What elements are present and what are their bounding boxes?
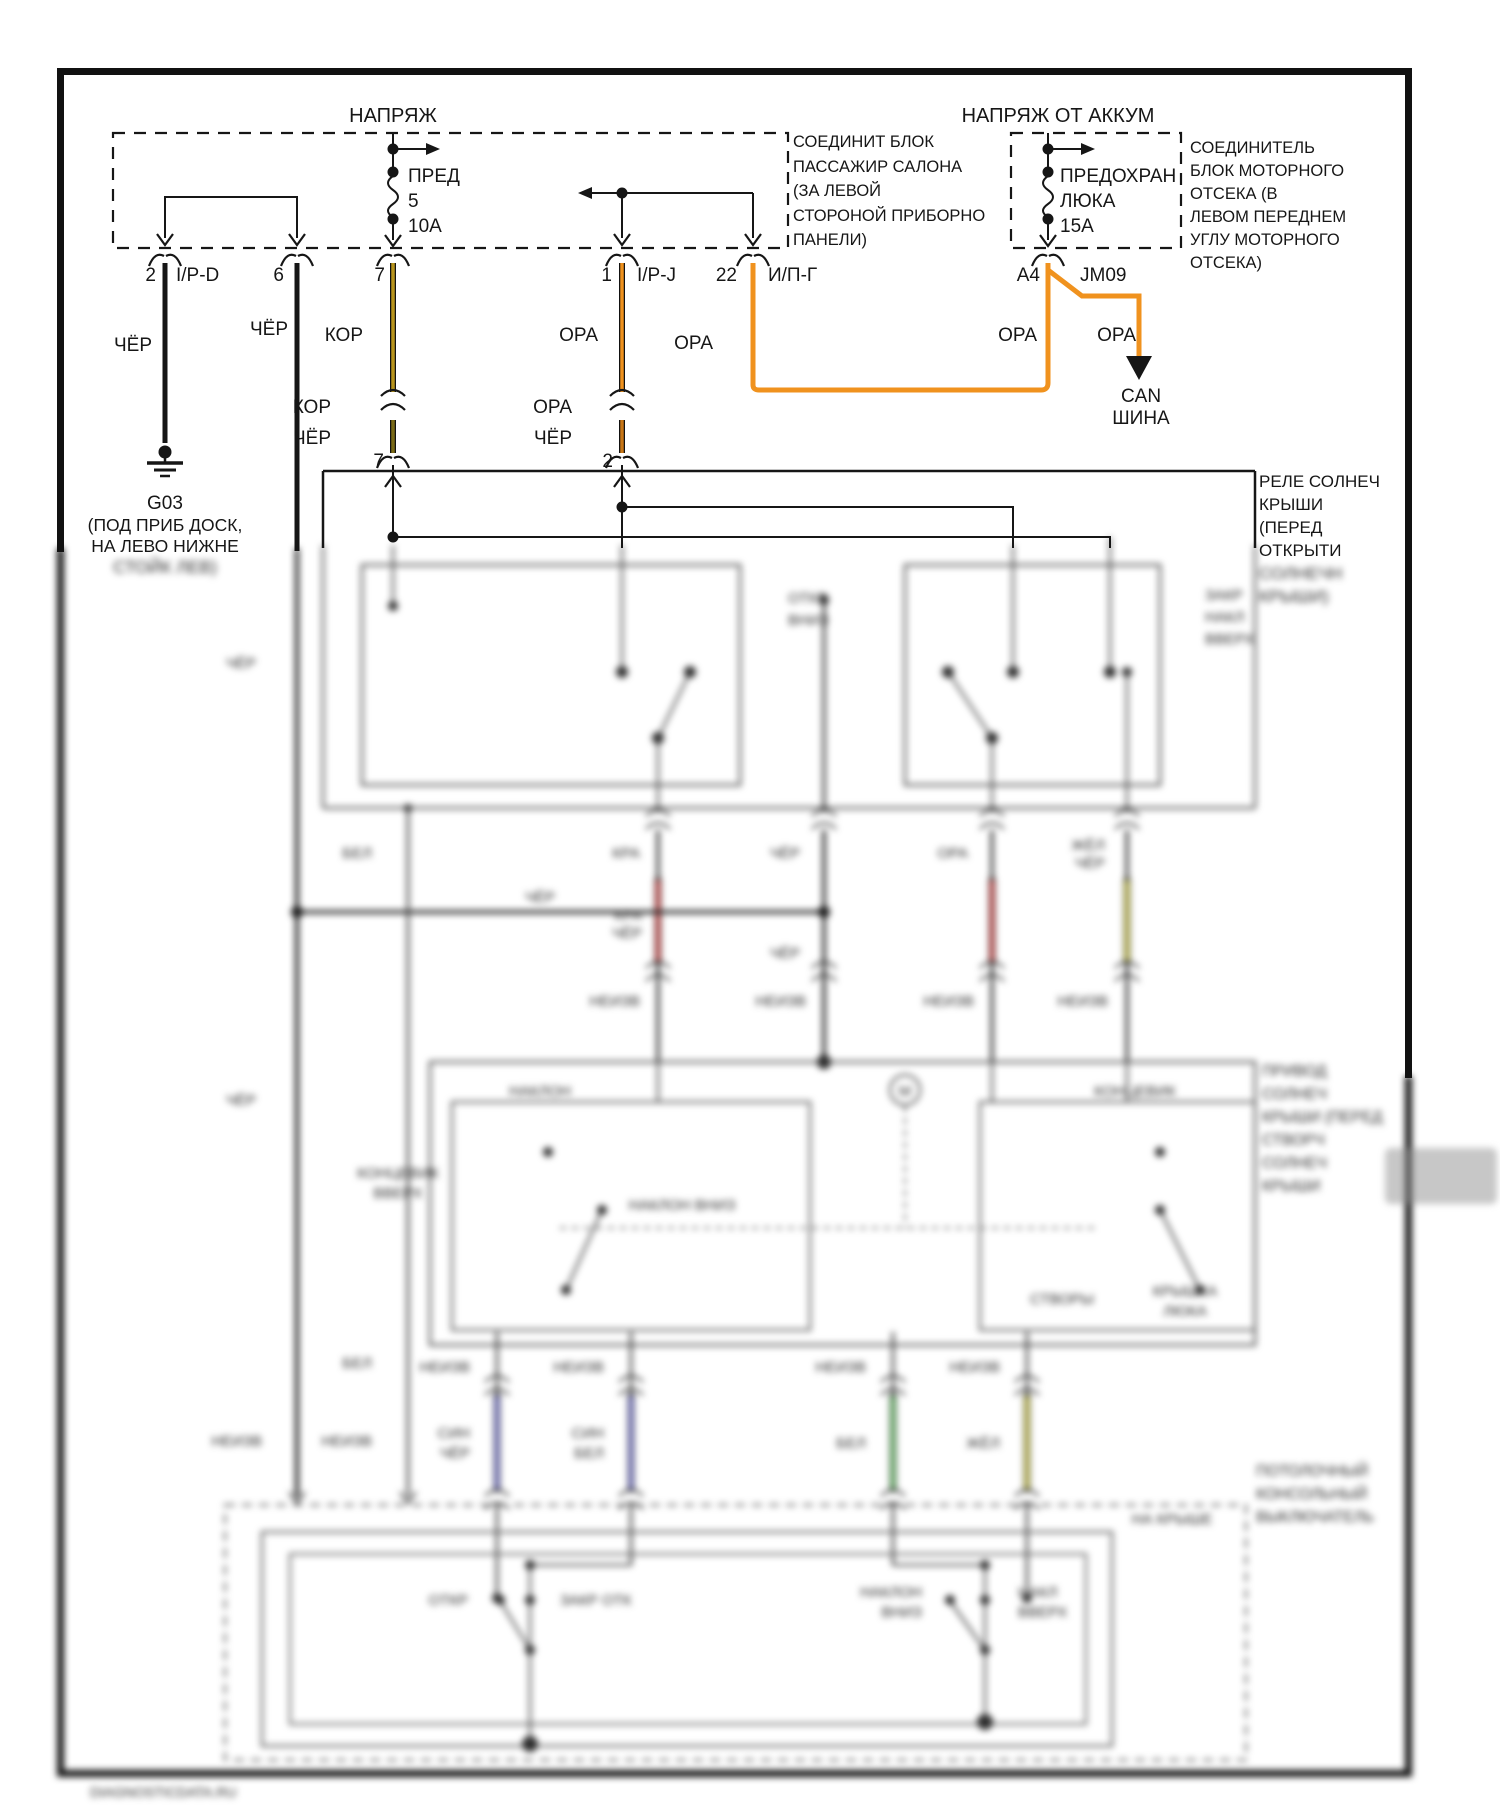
neizv-5: НЕИЗВ — [419, 1359, 470, 1376]
drive-note-4: СТВОРЧ — [1262, 1132, 1325, 1149]
switch-otkr: ОТКР — [428, 1592, 468, 1609]
motor-vverh: ВВЕРХ — [373, 1185, 423, 1202]
ground-note-2: НА ЛЕВО НИЖНЕ — [91, 536, 239, 556]
neizv-6: НЕИЗВ — [553, 1359, 604, 1376]
neizv-2: НЕИЗВ — [755, 993, 806, 1010]
pin2-7: 7 — [373, 451, 384, 472]
switch-naklon-2: ВНИЗ — [881, 1604, 922, 1621]
cabin-note-4: СТОРОНОЙ ПРИБОРНО — [793, 207, 986, 225]
ground-note-3: СТОЙК ЛЕВ) — [113, 557, 217, 577]
drive-note-3: КРЫШИ (ПЕРЕД — [1262, 1109, 1383, 1126]
feed-branch-left — [165, 197, 297, 238]
engine-note-3: ОТСЕКА (В — [1190, 185, 1278, 203]
drive-note-2: СОЛНЕЧ — [1262, 1086, 1327, 1103]
fuse2-name: ПРЕДОХРАН — [1060, 166, 1177, 187]
drive-note-6: КРЫШИ — [1262, 1178, 1321, 1195]
fuse2-rating: 15А — [1060, 216, 1094, 237]
neizv-4: НЕИЗВ — [1057, 993, 1108, 1010]
relay-note-4: ОТКРЫТИ — [1259, 541, 1342, 560]
switch-note-1: ПОТОЛОЧНЫЙ — [1256, 1463, 1369, 1480]
switch-zakr-otk: ЗАКР ОТК — [560, 1592, 632, 1609]
watermark: DIAGNOSTICDATA.RU — [90, 1784, 237, 1800]
motor-lyuka: ЛЮКА — [1163, 1303, 1207, 1320]
relay-note-2: КРЫШИ — [1259, 495, 1324, 514]
power-label-right: НАПРЯЖ ОТ АККУМ — [961, 105, 1155, 127]
wire-kra-2: КРА — [614, 907, 642, 924]
wire-zhel-1: ЖЁЛ — [1071, 837, 1105, 854]
switch-nakl-1: НАКЛ — [1018, 1584, 1058, 1601]
pin-ipd: I/P-D — [176, 265, 220, 286]
neizv-10: НЕИЗВ — [321, 1433, 372, 1450]
wire-color-ora-cher-2: ЧЁР — [533, 428, 572, 449]
motor-kryshka: КРЫШКА — [1152, 1283, 1218, 1300]
junction-boxes — [113, 133, 1181, 248]
relay-feed-lines — [393, 507, 1110, 548]
pin-ipj: I/P-J — [637, 265, 677, 286]
wire-color-kor-cher-2: ЧЁР — [292, 428, 331, 449]
pin-ipg: И/П-Г — [768, 265, 818, 286]
fuse2-line2: ЛЮКА — [1060, 191, 1116, 212]
relay-inner-5: ВВЕРХ — [1205, 631, 1255, 648]
motor-naklon: НАКЛОН — [509, 1083, 571, 1100]
seg-sin-bel-2: БЕЛ — [574, 1445, 604, 1462]
relay-inner-3: ЗАКР — [1205, 587, 1243, 604]
neizv-7: НЕИЗВ — [815, 1359, 866, 1376]
relay-note-3: (ПЕРЕД — [1259, 518, 1323, 537]
seg-sin-cher-2: ЧЁР — [439, 1445, 470, 1462]
relay-inner-2: ВНИЗ — [788, 612, 829, 629]
neizv-3: НЕИЗВ — [923, 993, 974, 1010]
wire-color-ora-2: ОРА — [674, 333, 713, 354]
wire-color-ora-cher-1: ОРА — [533, 397, 572, 418]
fuse1-name: ПРЕД — [408, 166, 460, 187]
wire-kra-3: ЧЁР — [611, 925, 642, 942]
can-line2: ШИНА — [1112, 408, 1170, 429]
wire-cher-4: ЧЁР — [769, 945, 800, 962]
wire-color-ora-4: ОРА — [1097, 325, 1136, 346]
wire-bel-1: БЕЛ — [342, 845, 372, 862]
seg-zhel: ЖЁЛ — [966, 1435, 1000, 1452]
cabin-note-2: ПАССАЖИР САЛОНА — [793, 158, 963, 176]
switch-note-3: ВЫКЛЮЧАТЕЛЬ — [1256, 1509, 1375, 1526]
drive-note-5: СОЛНЕЧ — [1262, 1155, 1327, 1172]
neizv-8: НЕИЗВ — [949, 1359, 1000, 1376]
wire-color-ora-1: ОРА — [559, 325, 598, 346]
engine-note-4: ЛЕВОМ ПЕРЕДНЕМ — [1190, 208, 1347, 226]
wire-zhel-2: ЧЁР — [1074, 855, 1105, 872]
can-arrow — [1126, 356, 1152, 380]
relay-note-1: РЕЛЕ СОЛНЕЧ — [1259, 472, 1380, 491]
switch-nakl-2: ВВЕРХ — [1018, 1604, 1068, 1621]
engine-note-5: УГЛУ МОТОРНОГО — [1190, 231, 1340, 249]
seg-bel: БЕЛ — [836, 1435, 866, 1452]
pin-jm09: JM09 — [1080, 265, 1127, 286]
pin2-2: 2 — [602, 451, 613, 472]
fuse1-number: 5 — [408, 191, 419, 212]
wire-cher-3: ЧЁР — [769, 845, 800, 862]
switch-naklon-1: НАКЛОН — [860, 1584, 922, 1601]
cabin-note-1: СОЕДИНИТ БЛОК — [793, 133, 934, 151]
cabin-note-5: ПАНЕЛИ) — [793, 231, 867, 249]
wire-cher-6: ЧЁР — [225, 1092, 256, 1109]
relay-inner-1: ОТКР — [788, 590, 828, 607]
neizv-9: НЕИЗВ — [211, 1433, 262, 1450]
cabin-note-3: (ЗА ЛЕВОЙ — [793, 182, 882, 200]
pin-22: 22 — [715, 265, 737, 286]
pin-2: 2 — [145, 265, 156, 286]
motor-koncevik-1: КОНЦЕВИК — [357, 1165, 439, 1182]
wire-cher-5: ЧЁР — [225, 655, 256, 672]
wire-color-kor-cher-1: КОР — [292, 397, 331, 418]
seg-sin-bel-1: СИН — [571, 1425, 604, 1442]
engine-note-6: ОТСЕКА) — [1190, 254, 1262, 272]
motor-naklon-vniz: НАКЛОН ВНИЗ — [628, 1197, 736, 1214]
pin-6: 6 — [273, 265, 284, 286]
pin-a4: A4 — [1016, 265, 1040, 286]
wire-kra-1: КРА — [612, 845, 640, 862]
motor-stvory: СТВОРЫ — [1030, 1291, 1094, 1308]
motor-koncevik-2: КОНЦЕВИК — [1094, 1083, 1176, 1100]
seg-sin-cher-1: СИН — [437, 1425, 470, 1442]
motor-m: M — [898, 1083, 912, 1100]
ground-id: G03 — [147, 493, 183, 514]
pin-7: 7 — [374, 265, 385, 286]
relay-note-6: КРЫШИ) — [1259, 587, 1329, 606]
switch-note-2: КОНСОЛЬНЫЙ — [1256, 1486, 1368, 1503]
can-line1: CAN — [1120, 386, 1162, 407]
relay-inner-4: НАКЛ — [1205, 609, 1245, 626]
switch-na-kryshe: НА КРЫШЕ — [1131, 1511, 1213, 1528]
wire-ora-5: ОРА — [937, 845, 968, 862]
engine-note-2: БЛОК МОТОРНОГО — [1190, 162, 1345, 180]
bus-cher: ЧЁР — [524, 889, 556, 906]
wire-color-ora-3: ОРА — [998, 325, 1037, 346]
neizv-1: НЕИЗВ — [589, 993, 640, 1010]
cabin-junction-box — [113, 133, 788, 248]
wire-color-cher-2: ЧЁР — [249, 319, 288, 340]
engine-note-1: СОЕДИНИТЕЛЬ — [1190, 139, 1315, 157]
power-label-left: НАПРЯЖ — [349, 105, 437, 127]
pin-1: 1 — [601, 265, 612, 286]
wire-color-cher-1: ЧЁР — [113, 335, 152, 356]
wire-color-kor: КОР — [324, 325, 363, 346]
feed-branch-right — [578, 187, 753, 238]
ground-note-1: (ПОД ПРИБ ДОСК, — [87, 515, 243, 535]
drive-note-1: ПРИВОД — [1262, 1063, 1327, 1080]
relay-note-5: СОЛНЕЧН — [1259, 564, 1343, 583]
fuse1-rating: 10А — [408, 216, 442, 237]
wire-bel-2: БЕЛ — [342, 1355, 372, 1372]
